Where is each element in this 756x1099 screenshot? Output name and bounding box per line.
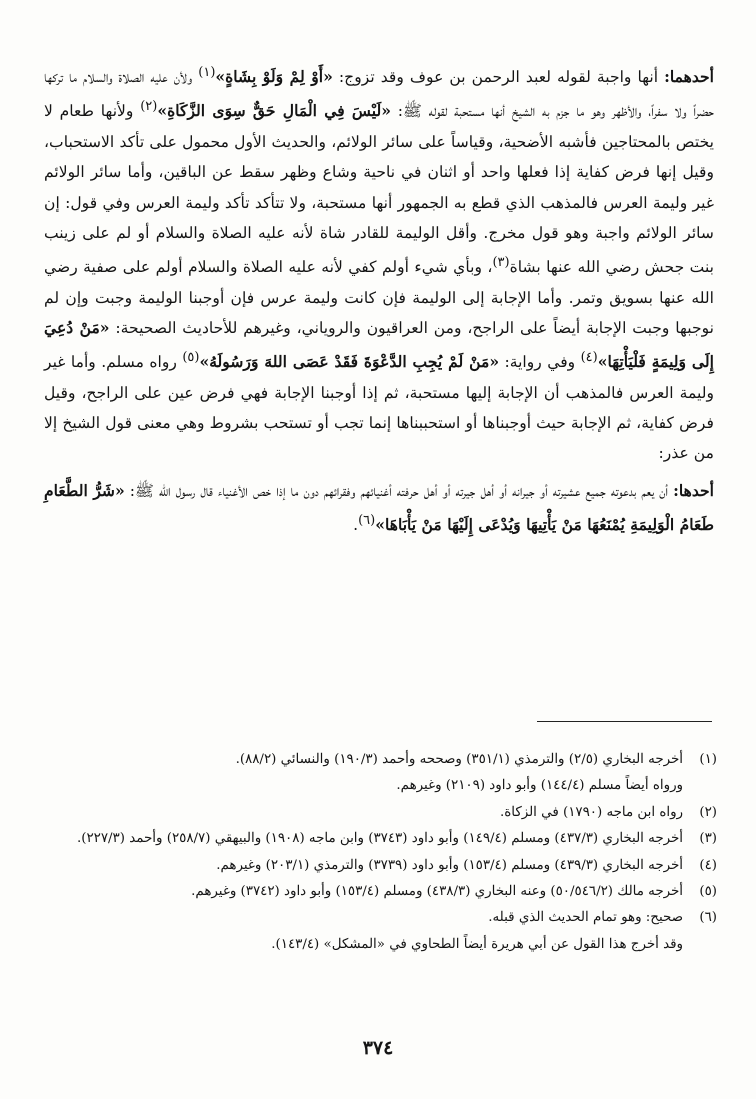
paragraph-lead: أحدهما: bbox=[664, 67, 715, 87]
footnote-separator bbox=[537, 721, 712, 722]
footnote-number: (٥) bbox=[699, 884, 717, 900]
hadith-quote: «مَنْ لَمْ يُجِبِ الدَّعْوَةَ فَقَدْ عَصَى اللهَ وَرَسُولَهُ» bbox=[199, 352, 500, 372]
hadith-quote: «مَنْ دُعِيَ إِلَى وَلِيمَةٍ فَلْيَأْتِهَا» bbox=[44, 317, 714, 372]
footnote-text: أخرجه البخاري (٤٣٩/٣) ومسلم (١٥٣/٤) وأبو داود (٣٧٣٩) والترمذي (٢٠٣/١) وغيرهم. bbox=[216, 857, 683, 873]
footnote-number: (١) bbox=[699, 752, 717, 767]
hadith-quote: «أَوْ لِمْ وَلَوْ بِشَاةٍ» bbox=[215, 67, 333, 87]
text-run: وفي رواية: bbox=[499, 353, 581, 372]
footnote bbox=[60, 879, 717, 905]
hadith-quote: «لَيْسَ فِي الْمَالِ حَقٌّ سِوَى الزَّكَاةِ» bbox=[157, 101, 391, 121]
text-run: ولأن عليه الصلاة والسلام ما تركها حضراً ولا سفراً، والأظهر وهو ما جزم به الشيخ أنها مستحبة لقوله ﷺ: bbox=[44, 68, 714, 121]
footnote-continuation bbox=[60, 932, 717, 958]
footnote-continuation bbox=[60, 773, 717, 799]
footnote-text: أخرجه البخاري (٢/٥) والترمذي (٣٥١/١) وصححه وأحمد (١٩٠/٣) والنسائي (٨٨/٢). bbox=[235, 752, 683, 767]
footnote bbox=[60, 747, 717, 773]
paragraph-lead: أحدها: bbox=[673, 480, 714, 500]
footnote bbox=[60, 905, 717, 931]
footnote-text: رواه ابن ماجه (١٧٩٠) في الزكاة. bbox=[499, 804, 683, 820]
footnote-text: أخرجه مالك (٥٠/٥٤٦/٢) وعنه البخاري (٤٣٨/٣) ومسلم (١٥٣/٤) وأبو داود (٣٧٤٢) وغيرهم. bbox=[191, 884, 683, 900]
footnote bbox=[60, 826, 717, 852]
text-run: ، وبأي شيء أولم كفي لأنه عليه الصلاة والسلام أولم على صفية رضي الله عنها بسويق وتمر. وأما الإجابة إلى الوليمة فإن كانت وليمة عرس فإن أوجبنا الوليمة وجبت وإن لم نوجبها وجبت الإجابة أيضاً على الراجح، ومن العراقيون والروياني، وغيرهم للأحاديث الصحيحة: bbox=[44, 258, 714, 337]
hadith-quote: «شَرُّ الطَّعَامِ طَعَامُ الْوَلِيمَةِ يُمْنَعُهَا مَنْ يَأْتِيهَا وَيُدْعَى إِلَيْهَا مَنْ يَأْبَاهَا» bbox=[44, 480, 714, 535]
footnote-ref: (٦) bbox=[358, 512, 376, 528]
footnote bbox=[60, 800, 717, 826]
main-text bbox=[44, 58, 714, 540]
text-run: أن يعم بدعوته جميع عشيرته أو جيرانه أو أهل جيرته أو أهل حرفته أغنيائهم وفقرائهم دون ما إذا خص الأغنياء قال رسول الله ﷺ: bbox=[124, 481, 674, 500]
footnotes bbox=[60, 747, 717, 958]
footnote bbox=[60, 853, 717, 879]
footnote-ref: (٥) bbox=[182, 350, 200, 366]
paragraph-first-opinion bbox=[44, 58, 714, 469]
footnote-ref: (٣) bbox=[492, 255, 510, 271]
footnote-text: صحيح: وهو تمام الحديث الذي قبله. bbox=[488, 910, 683, 926]
footnote-text: أخرجه البخاري (٤٣٧/٣) ومسلم (١٤٩/٤) وأبو داود (٣٧٤٣) وابن ماجه (١٩٠٨) والبيهقي (٢٥٨/٧) وأحمد (٢٢٧/٣). bbox=[76, 831, 683, 847]
footnote-number: (٣) bbox=[699, 831, 717, 847]
footnote-number: (٦) bbox=[699, 910, 717, 926]
text-run: أنها واجبة لقوله لعبد الرحمن بن عوف وقد تزوج: bbox=[332, 68, 665, 87]
footnote-number: (٢) bbox=[699, 804, 717, 820]
footnote-ref: (١) bbox=[198, 65, 216, 80]
text-run: . bbox=[353, 516, 359, 535]
text-run: ولأنها طعام لا يختص بالمحتاجين فأشبه الأضحية، وقياساً على سائر الولائم، والحديث الأول محمول على تأكد الاستحباب، وقيل إنها فرض كفاية إذا فعلها واحد أو اثنان في ناحية وشاع وظهر سقط عن الباقين، وأما سائر الولائم غير وليمة العرس فالمذهب الذي قطع به الجمهور أنها مستحبة، ولا تتأكد تأكد وليمة العرس وفي قول: إن سائر الولائم واجبة وهو قول مخرج. وأقل الوليمة للقادر شاة لأنه عليه الصلاة والسلام أو لم على زينب بنت جحش رضي الله عنها بشاة bbox=[44, 102, 714, 277]
paragraph-first-condition bbox=[44, 476, 714, 541]
footnote-ref: (٤) bbox=[580, 350, 598, 366]
footnote-number: (٤) bbox=[699, 857, 717, 873]
footnote-text: وقد أخرج هذا القول عن أبي هريرة أيضاً الطحاوي في «المشكل» (١٤٣/٤). bbox=[271, 936, 683, 952]
text-run: رواه مسلم. وأما غير وليمة العرس فالمذهب أن الإجابة إليها مستحبة، ثم إذا أوجبنا الإجابة فهي فرض عين على الراجح، وقيل فرض كفاية، ثم الإجابة حيث أوجبناها أو استحببناها إنما تجب أو تستحب بشروط وهي معنى قول الشيخ إلا من عذر: bbox=[44, 353, 714, 463]
footnote-ref: (٢) bbox=[140, 99, 158, 115]
footnote-text: ورواه أيضاً مسلم (١٤٤/٤) وأبو داود (٢١٠٩) وغيرهم. bbox=[396, 778, 683, 794]
page-number: ٣٧٤ bbox=[362, 1037, 394, 1059]
